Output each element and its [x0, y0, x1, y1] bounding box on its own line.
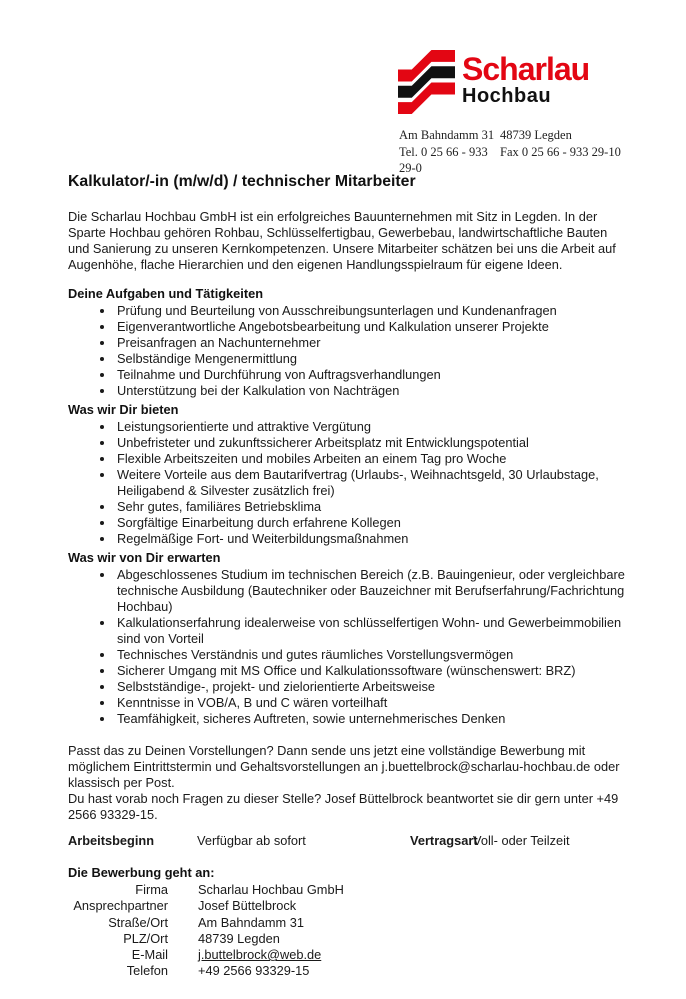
bullet-item: • Technisches Verständnis und gutes räumliches Vorstellungsvermögen	[115, 647, 625, 663]
start-date-label: Arbeitsbeginn	[68, 833, 155, 848]
bullet-item: • Eigenverantwortliche Angebotsbearbeitung und Kalkulation unserer Projekte	[115, 319, 625, 335]
address-city: 48739 Legden	[500, 128, 572, 142]
contact-value-ansprechpartner: Josef Büttelbrock	[198, 898, 297, 914]
closing-paragraph-1: Passt das zu Deinen Vorstellungen? Dann sende uns jetzt eine vollständige Bewerbung mit möglichem Eintrittstermin und Gehaltsvorstellungen an j.buettelbrock@scharlau-hochbau.de oder klassisch per Post.	[68, 743, 620, 790]
closing-block	[68, 743, 625, 823]
contact-label-ansprechpartner: Ansprechpartner	[73, 898, 168, 914]
document-body	[68, 172, 625, 980]
bullet-item: • Kalkulationserfahrung idealerweise von schlüsselfertigen Wohn- und Gewerbeimmobilien sind von Vorteil	[115, 615, 625, 647]
address-tel: Tel. 0 25 66 - 933 29-0	[399, 144, 488, 175]
company-address-block	[399, 127, 621, 177]
address-street: Am Bahndamm 31	[399, 128, 495, 142]
bieten-list	[68, 419, 625, 547]
bullet-item: • Abgeschlossenes Studium im technischen Bereich (z.B. Bauingenieur, oder vergleichbare technische Ausbildung (Bautechniker oder Bauzeichner mit Berufserfahrung/Fachrichtung Hochbau)	[115, 567, 625, 615]
contact-label-telefon: Telefon	[126, 963, 168, 979]
contract-type-value: Voll- oder Teilzeit	[473, 833, 570, 848]
section-heading-aufgaben: Deine Aufgaben und Tätigkeiten	[68, 286, 264, 301]
contact-label-firma: Firma	[135, 882, 168, 897]
bullet-item: • Sorgfältige Einarbeitung durch erfahrene Kollegen	[115, 515, 625, 531]
closing-paragraph-2: Du hast vorab noch Fragen zu dieser Stelle? Josef Büttelbrock beantwortet sie dir gern unter +49 2566 93329-15.	[68, 791, 619, 822]
bullet-item: • Sicherer Umgang mit MS Office und Kalkulationssoftware (wünschenswert: BRZ)	[115, 663, 625, 679]
contact-label-plz: PLZ/Ort	[123, 930, 168, 946]
contact-value-plz: 48739 Legden	[198, 930, 280, 946]
bullet-item: • Selbständige Mengenermittlung	[115, 351, 625, 367]
contact-value-firma: Scharlau Hochbau GmbH	[198, 882, 344, 897]
bullet-item: • Prüfung und Beurteilung von Ausschreibungsunterlagen und Kundenanfragen	[115, 303, 625, 319]
bullet-item: • Unbefristeter und zukunftssicherer Arbeitsplatz mit Entwicklungspotential	[115, 435, 625, 451]
section-heading-erwarten: Was wir von Dir erwarten	[68, 550, 221, 565]
address-fax: Fax 0 25 66 - 933 29-10	[500, 144, 621, 159]
bullet-item: • Selbstständige-, projekt- und zielorientierte Arbeitsweise	[115, 679, 625, 695]
bullet-item: • Sehr gutes, familiäres Betriebsklima	[115, 499, 625, 515]
bullet-item: • Flexible Arbeitszeiten und mobiles Arbeiten an einem Tag pro Woche	[115, 451, 625, 467]
company-logo	[398, 50, 589, 114]
bullet-item: • Leistungsorientierte und attraktive Vergütung	[115, 419, 625, 435]
bullet-item: • Unterstützung bei der Kalkulation von Nachträgen	[115, 383, 625, 399]
start-date-value: Verfügbar ab sofort	[197, 833, 306, 848]
application-block	[68, 865, 625, 980]
application-heading: Die Bewerbung geht an:	[68, 865, 215, 880]
contact-value-strasse: Am Bahndamm 31	[198, 914, 304, 930]
scharlau-logo-icon	[398, 50, 455, 114]
bullet-item: • Regelmäßige Fort- und Weiterbildungsmaßnahmen	[115, 531, 625, 547]
bullet-item: • Preisanfragen an Nachunternehmer	[115, 335, 625, 351]
bullet-item: • Weitere Vorteile aus dem Bautarifvertrag (Urlaubs-, Weihnachtsgeld, 30 Urlaubstage, Heiligabend & Silvester zusätzlich frei)	[115, 467, 625, 499]
application-contact-table	[68, 882, 625, 980]
erwarten-list	[68, 567, 625, 727]
bullet-item: • Teilnahme und Durchführung von Auftragsverhandlungen	[115, 367, 625, 383]
intro-paragraph: Die Scharlau Hochbau GmbH ist ein erfolgreiches Bauunternehmen mit Sitz in Legden. In der Sparte Hochbau gehören Rohbau, Schlüsselfertigbau, Gewerbebau, landwirtschaftliche Bauten und Sanierung zu unseren Kernkompetenzen. Unsere Mitarbeiter schätzen bei uns die Arbeit auf Augenhöhe, flache Hierarchien und den eigenen Handlungsspielraum für eigene Ideen.	[68, 209, 616, 272]
logo-text	[462, 50, 589, 106]
contract-type-label: Vertragsart	[410, 833, 478, 848]
contact-value-telefon: +49 2566 93329-15	[198, 963, 310, 979]
page-title: Kalkulator/-in (m/w/d) / technischer Mitarbeiter	[68, 173, 416, 190]
section-heading-bieten: Was wir Dir bieten	[68, 402, 179, 417]
brand-name: Scharlau	[462, 51, 590, 87]
contact-label-email: E-Mail	[131, 947, 168, 963]
bullet-item: • Teamfähigkeit, sicheres Auftreten, sowie unternehmerisches Denken	[115, 711, 625, 727]
contact-email-link[interactable]: j.buttelbrock@web.de	[198, 947, 322, 963]
meta-row	[68, 833, 625, 850]
bullet-item: • Kenntnisse in VOB/A, B und C wären vorteilhaft	[115, 695, 625, 711]
brand-subtitle: Hochbau	[462, 85, 552, 108]
contact-label-strasse: Straße/Ort	[108, 914, 168, 930]
aufgaben-list	[68, 303, 625, 399]
